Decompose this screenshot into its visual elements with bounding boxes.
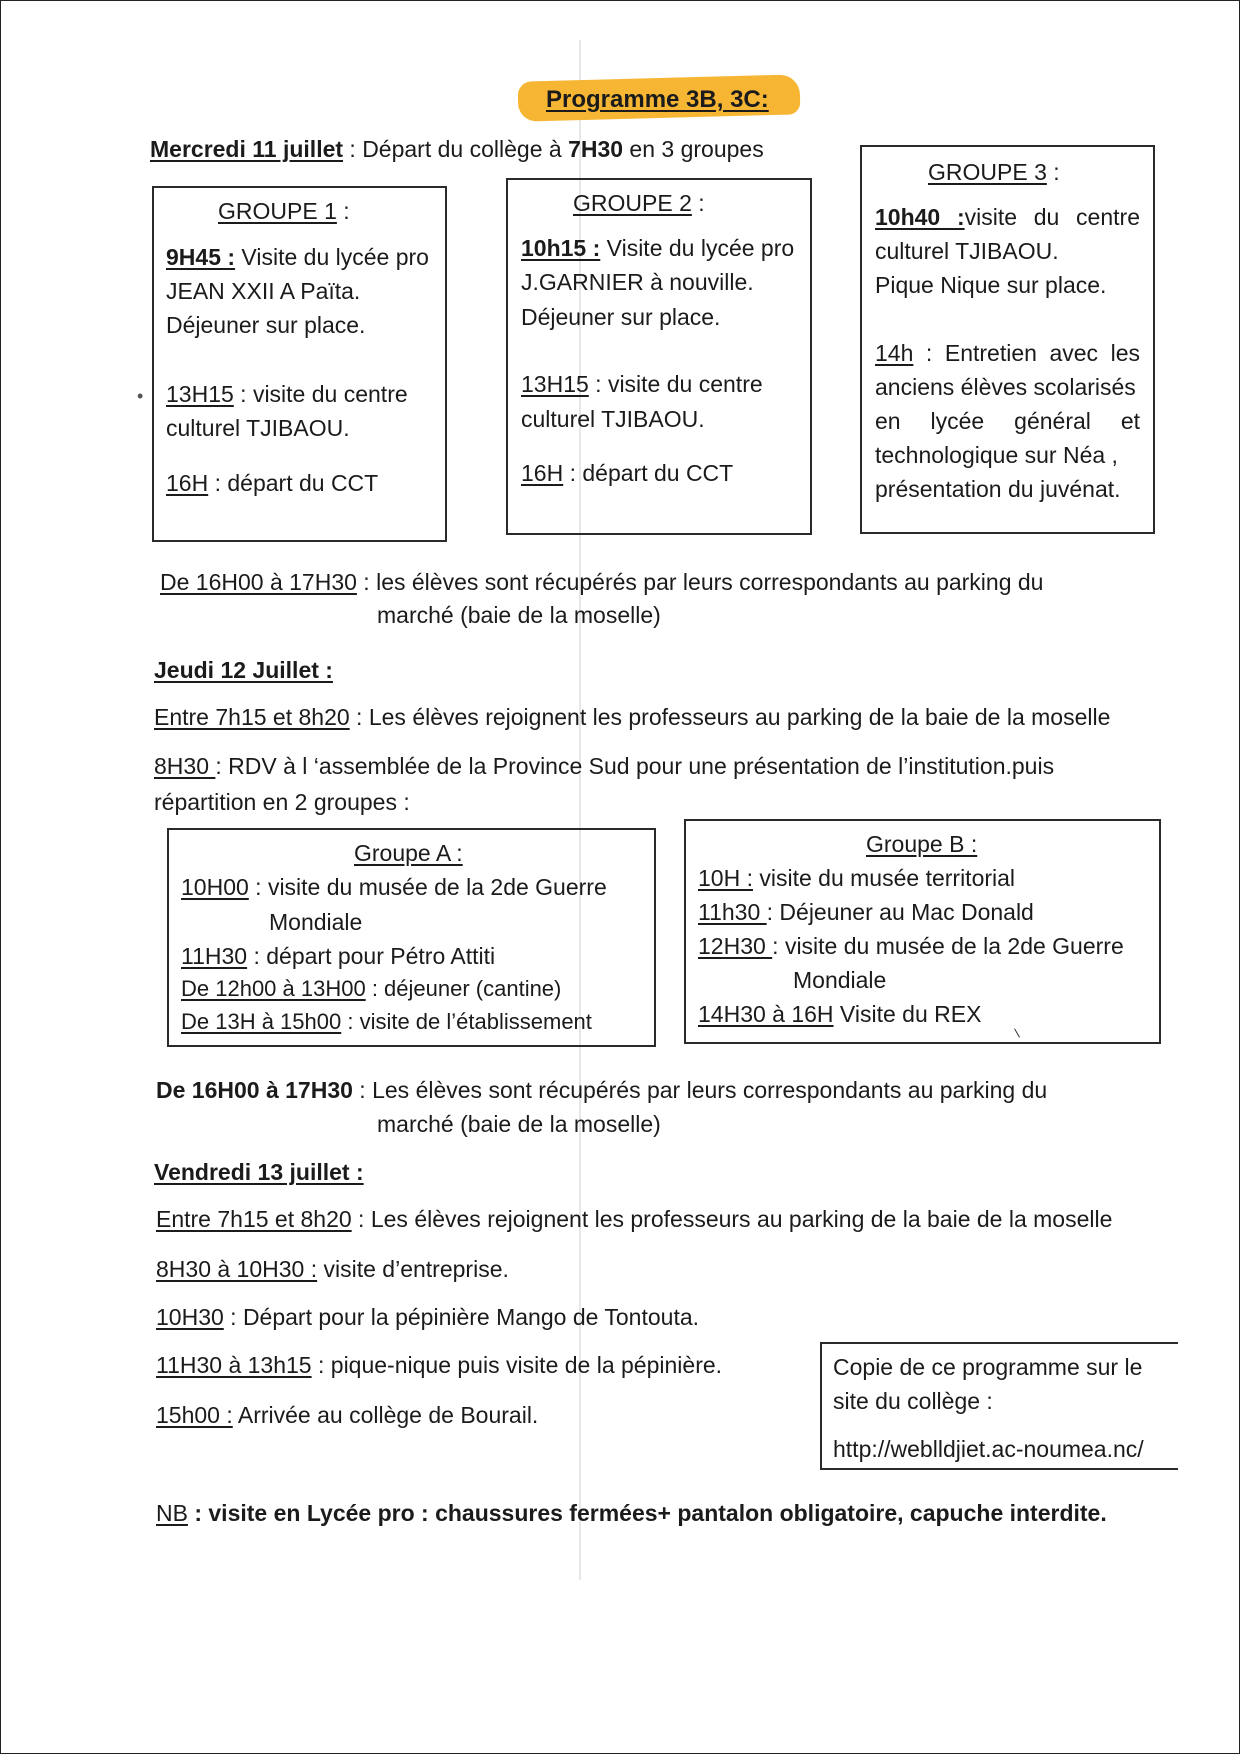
day3-line3 (156, 1300, 699, 1334)
day2-pickup (156, 1073, 1047, 1107)
group2-line5: culturel TJIBAOU. (521, 406, 705, 432)
group3-line8: présentation du juvénat. (875, 476, 1121, 502)
day1-intro-time: 7H30 (568, 136, 624, 162)
groupA-row4 (181, 1005, 592, 1039)
scan-speck: • (137, 386, 144, 406)
day3-line2-time: 8H30 à 10H30 : (156, 1256, 318, 1282)
group3-time1: 10h40 : (875, 204, 965, 230)
groupB-r1-time: 10H : (698, 865, 753, 891)
group3-line6: en lycée général et (875, 408, 1140, 434)
day3-line5-text: Arrivée au collège de Bourail. (232, 1402, 539, 1428)
group1-time4: 13H15 (166, 381, 234, 407)
copy-note-line1: Copie de ce programme sur le (833, 1354, 1143, 1380)
groupA-r4-text: : visite de l’établissement (341, 1009, 592, 1034)
day3-line5 (156, 1398, 538, 1432)
day3-line1 (156, 1202, 1112, 1236)
group3-line5: anciens élèves scolarisés (875, 374, 1136, 400)
group1-line6 (166, 466, 378, 500)
group1-title-suffix: : (336, 198, 350, 224)
nb-text: : visite en Lycée pro : chaussures fermées+ pantalon obligatoire, capuche interdite. (187, 1500, 1107, 1526)
day3-line2 (156, 1252, 509, 1286)
day2-heading: Jeudi 12 Juillet : (154, 657, 333, 683)
group1-line3: Déjeuner sur place. (166, 312, 366, 338)
group2-title-suffix: : (691, 190, 705, 216)
day3-heading: Vendredi 13 juillet : (154, 1159, 364, 1185)
groupA-r4-time: De 13H à 15h00 (181, 1009, 342, 1034)
day3-line3-time: 10H30 (156, 1304, 224, 1330)
day2-line1 (154, 700, 1110, 734)
day3-line4 (156, 1348, 722, 1382)
groupB-r2-text: : Déjeuner au Mac Donald (766, 899, 1034, 925)
groupB-r3-time: 12H30 (698, 933, 773, 959)
groupA-r1-time: 10H00 (181, 874, 249, 900)
group3-title-text: GROUPE 3 (928, 159, 1047, 185)
group1-title (218, 194, 350, 228)
group2-title (573, 186, 705, 220)
group3-line7: technologique sur Néa , (875, 442, 1118, 468)
group3-text1: visite du centre (964, 204, 1140, 230)
day2-pickup-time: De 16H00 à 17H30 (156, 1077, 353, 1103)
day2-line1-text: : Les élèves rejoignent les professeurs au parking de la baie de la moselle (349, 704, 1111, 730)
day3-line1-text: : Les élèves rejoignent les professeurs au parking de la baie de la moselle (351, 1206, 1113, 1232)
day2-line2-text: : RDV à l ‘assemblée de la Province Sud pour une présentation de l’institution.puis (215, 753, 1055, 779)
day2-pickup-cont: marché (baie de la moselle) (377, 1111, 661, 1137)
day2-line2-time: 8H30 (154, 753, 216, 779)
groupB-row2 (698, 895, 1034, 929)
day1-pickup-time: De 16H00 à 17H30 (160, 569, 357, 595)
nb-label: NB (156, 1500, 188, 1526)
day3-line1-time: Entre 7h15 et 8h20 (156, 1206, 352, 1232)
day2-line3: répartition en 2 groupes : (154, 789, 410, 815)
group1-line5: culturel TJIBAOU. (166, 415, 350, 441)
groupA-r2-text: : départ pour Pétro Attiti (247, 943, 496, 969)
group1-text6: : départ du CCT (208, 470, 379, 496)
group3-title (928, 155, 1060, 189)
group3-line3: Pique Nique sur place. (875, 272, 1107, 298)
nb-line (156, 1496, 1107, 1530)
group1-line1 (166, 240, 429, 274)
groupB-row3-cont: Mondiale (793, 967, 887, 993)
groupA-r3-time: De 12h00 à 13H00 (181, 976, 366, 1001)
groupB-r3-text: : visite du musée de la 2de Guerre (772, 933, 1124, 959)
group2-line1 (521, 231, 794, 265)
day1-pickup (160, 565, 1043, 599)
group3-line2: culturel TJIBAOU. (875, 238, 1059, 264)
day2-line1-time: Entre 7h15 et 8h20 (154, 704, 350, 730)
group1-line2: JEAN XXII A Païta. (166, 278, 361, 304)
groupA-r1-text: : visite du musée de la 2de Guerre (248, 874, 607, 900)
group2-text1: Visite du lycée pro (600, 235, 795, 261)
group2-time4: 13H15 (521, 371, 589, 397)
day2-line2 (154, 749, 1054, 783)
group2-text4: : visite du centre (588, 371, 763, 397)
page-title: Programme 3B, 3C: (546, 86, 769, 113)
day1-pickup-cont: marché (baie de la moselle) (377, 602, 661, 628)
group1-text4: : visite du centre (233, 381, 408, 407)
group3-line1 (875, 200, 1140, 234)
day1-heading: Mercredi 11 juillet (150, 136, 344, 162)
day1-pickup-text: : les élèves sont récupérés par leurs correspondants au parking du (356, 569, 1044, 595)
groupB-row4 (698, 997, 981, 1031)
group2-time6: 16H (521, 460, 564, 486)
day3-line3-text: : Départ pour la pépinière Mango de Tontouta. (223, 1304, 700, 1330)
group2-line2: J.GARNIER à nouville. (521, 269, 754, 295)
groupA-r2-time: 11H30 (181, 943, 248, 969)
groupA-row2 (181, 939, 495, 973)
group3-title-suffix: : (1046, 159, 1060, 185)
group1-line4 (166, 377, 408, 411)
group3-line4 (875, 336, 1140, 370)
groupA-r3-text: : déjeuner (cantine) (365, 976, 562, 1001)
group3-text4: : Entretien avec les (913, 340, 1140, 366)
day3-line4-text: : pique-nique puis visite de la pépinière. (311, 1352, 723, 1378)
group1-text1: Visite du lycée pro (235, 244, 429, 270)
group2-title-text: GROUPE 2 (573, 190, 692, 216)
copy-note-url: http://weblldjiet.ac-noumea.nc/ (833, 1436, 1144, 1462)
groupB-row3 (698, 929, 1124, 963)
group1-time1: 9H45 : (166, 244, 236, 270)
day1-line (150, 132, 764, 166)
day2-pickup-text: : Les élèves sont récupérés par leurs correspondants au parking du (352, 1077, 1048, 1103)
group2-line6 (521, 456, 733, 490)
groupB-row1 (698, 861, 1015, 895)
day1-intro-b: en 3 groupes (623, 136, 764, 162)
groupB-r2-time: 11h30 (698, 899, 767, 925)
group1-time6: 16H (166, 470, 209, 496)
day3-line2-text: visite d’entreprise. (317, 1256, 509, 1282)
copy-note-line2: site du collège : (833, 1388, 993, 1414)
day3-line5-time: 15h00 : (156, 1402, 233, 1428)
group3-time4: 14h (875, 340, 914, 366)
groupA-title: Groupe A : (354, 840, 463, 866)
groupB-r1-text: visite du musée territorial (752, 865, 1016, 891)
day3-line4-time: 11H30 à 13h15 (156, 1352, 312, 1378)
groupA-row3 (181, 972, 561, 1006)
group2-line3: Déjeuner sur place. (521, 304, 721, 330)
groupA-row1-cont: Mondiale (269, 909, 363, 935)
groupA-row1 (181, 870, 607, 904)
group2-text6: : départ du CCT (563, 460, 734, 486)
day1-intro-a: : Départ du collège à (343, 136, 569, 162)
group2-time1: 10h15 : (521, 235, 601, 261)
group1-title-text: GROUPE 1 (218, 198, 337, 224)
group2-line4 (521, 367, 763, 401)
groupB-r4-time: 14H30 à 16H (698, 1001, 834, 1027)
groupB-r4-text: Visite du REX (833, 1001, 982, 1027)
groupB-title: Groupe B : (866, 831, 978, 857)
